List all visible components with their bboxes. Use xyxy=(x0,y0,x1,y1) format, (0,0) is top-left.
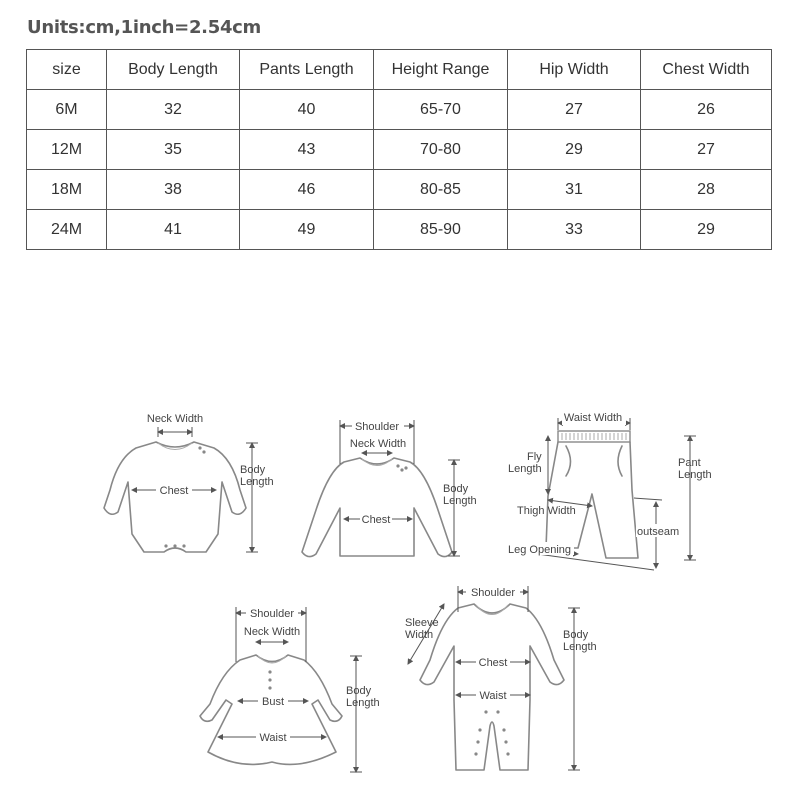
romper-sleeve-label: Sleeve xyxy=(405,617,439,629)
cell-size: 18M xyxy=(27,170,107,210)
romper-shoulder-label: Shoulder xyxy=(470,587,516,599)
header-hip-width: Hip Width xyxy=(508,50,641,90)
dress-length-label: Length xyxy=(346,697,380,709)
cell-body-length: 35 xyxy=(107,130,240,170)
cell-size: 6M xyxy=(27,90,107,130)
shirt-neck-width-label: Neck Width xyxy=(349,438,407,450)
cell-pants-length: 43 xyxy=(240,130,374,170)
cell-chest-width: 26 xyxy=(641,90,772,130)
pants-outline xyxy=(546,442,638,558)
cell-body-length: 41 xyxy=(107,210,240,250)
bodysuit-body-label: Body xyxy=(240,464,266,476)
header-size: size xyxy=(27,50,107,90)
romper-waist-label: Waist xyxy=(479,690,507,702)
cell-body-length: 38 xyxy=(107,170,240,210)
romper-body-label: Body xyxy=(563,629,589,641)
cell-hip-width: 31 xyxy=(508,170,641,210)
pants-pant-length-label: Length xyxy=(678,469,712,481)
pants-diagram xyxy=(506,412,712,570)
romper-diagram xyxy=(405,585,597,770)
cell-hip-width: 33 xyxy=(508,210,641,250)
shirt-outline xyxy=(302,458,452,557)
romper-chest-label: Chest xyxy=(478,657,508,669)
cell-chest-width: 27 xyxy=(641,130,772,170)
pants-waist-width-label: Waist Width xyxy=(563,412,623,424)
pants-thigh-width-label: Thigh Width xyxy=(517,505,576,517)
dress-bust-label: Bust xyxy=(261,696,285,708)
cell-pants-length: 46 xyxy=(240,170,374,210)
cell-pants-length: 40 xyxy=(240,90,374,130)
header-chest-width: Chest Width xyxy=(641,50,772,90)
pants-pant-label: Pant xyxy=(678,457,701,469)
romper-outline xyxy=(420,604,564,770)
bodysuit-outline xyxy=(104,442,246,552)
shirt-chest-label: Chest xyxy=(361,514,391,526)
units-note: Units:cm,1inch=2.54cm xyxy=(27,17,261,38)
header-height-range: Height Range xyxy=(374,50,508,90)
shirt-diagram xyxy=(302,419,477,557)
cell-chest-width: 29 xyxy=(641,210,772,250)
dress-shoulder-label: Shoulder xyxy=(249,608,295,620)
romper-sleeve-width-label: Width xyxy=(405,629,434,641)
dress-neck-width-label: Neck Width xyxy=(243,626,301,638)
cell-hip-width: 27 xyxy=(508,90,641,130)
bodysuit-chest-label: Chest xyxy=(159,485,189,497)
pants-fly-length-label: Length xyxy=(508,463,542,475)
dress-waist-label: Waist xyxy=(259,732,287,744)
cell-height-range: 65-70 xyxy=(374,90,508,130)
shirt-length-label: Length xyxy=(443,495,477,507)
cell-height-range: 70-80 xyxy=(374,130,508,170)
cell-pants-length: 49 xyxy=(240,210,374,250)
header-pants-length: Pants Length xyxy=(240,50,374,90)
cell-size: 24M xyxy=(27,210,107,250)
cell-hip-width: 29 xyxy=(508,130,641,170)
bodysuit-neck-width-label: Neck Width xyxy=(146,413,204,425)
dress-diagram xyxy=(200,606,380,772)
romper-length-label: Length xyxy=(563,641,597,653)
shirt-body-label: Body xyxy=(443,483,469,495)
pants-fly-label: Fly xyxy=(527,451,542,463)
pants-outseam-label: outseam xyxy=(637,526,680,538)
cell-size: 12M xyxy=(27,130,107,170)
header-body-length: Body Length xyxy=(107,50,240,90)
bodysuit-length-label: Length xyxy=(240,476,274,488)
cell-body-length: 32 xyxy=(107,90,240,130)
cell-chest-width: 28 xyxy=(641,170,772,210)
bodysuit-diagram xyxy=(104,413,274,552)
pants-leg-opening-label: Leg Opening xyxy=(508,544,571,556)
dress-body-label: Body xyxy=(346,685,372,697)
cell-height-range: 85-90 xyxy=(374,210,508,250)
cell-height-range: 80-85 xyxy=(374,170,508,210)
shirt-shoulder-label: Shoulder xyxy=(354,421,400,433)
